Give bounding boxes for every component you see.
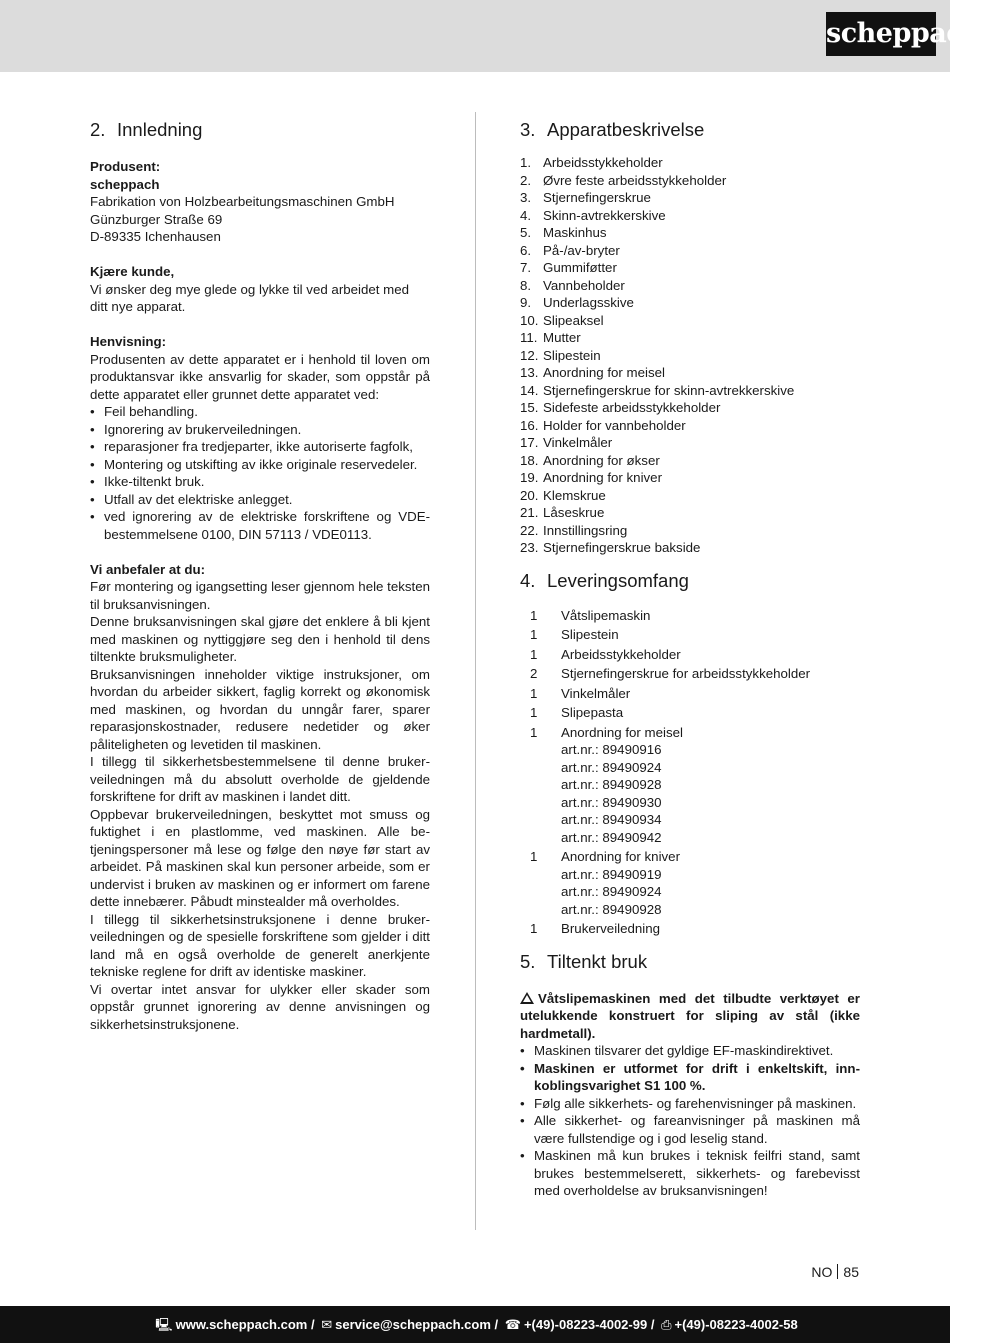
part-number: 1. [520, 155, 532, 170]
manufacturer-line: D-89335 Ichenhausen [90, 229, 221, 244]
section-title: Innledning [117, 119, 203, 140]
part-label: Holder for vannbeholder [543, 417, 686, 433]
scope-quantity: 2 [530, 666, 538, 681]
footer-phone: +(49)-08223-4002-99 [523, 1317, 648, 1332]
article-number: art.nr.: 89490924 [561, 884, 662, 899]
footer-fax: +(49)-08223-4002-58 [674, 1317, 798, 1332]
list-item: • Montering og utskifting av ikke originale reservedeler. [90, 456, 430, 474]
article-number: art.nr.: 89490928 [561, 901, 662, 917]
section-number: 4. [520, 569, 536, 591]
part-label: Anordning for økser [543, 452, 660, 468]
scope-label: Våtslipemaskin [561, 607, 651, 623]
parts-list-item [520, 259, 860, 277]
parts-list-item [520, 487, 860, 505]
list-item: • Maskinen tilsvarer det gyldige EF-maskindirektivet. [520, 1042, 860, 1060]
scope-label: Vinkelmåler [561, 685, 631, 701]
parts-list-item [520, 452, 860, 470]
scope-item [520, 626, 860, 644]
list-item: • ved ignorering av de elektriske forskriftene og VDE-bestemmelsene 0100, DIN 57113 / VDE0113. [90, 508, 430, 543]
scope-quantity: 1 [530, 849, 538, 864]
parts-list-item [520, 294, 860, 312]
parts-list-item [520, 504, 860, 522]
article-number: art.nr.: 89490942 [561, 829, 662, 845]
part-label: Stjernefingerskrue [543, 190, 651, 205]
parts-list-item [520, 277, 860, 295]
part-label: Låseskrue [543, 505, 605, 520]
recommend-label: Vi anbefaler at du: [90, 561, 206, 577]
part-number: 12. [520, 347, 539, 363]
part-number: 16. [520, 417, 539, 433]
parts-list-item [520, 242, 860, 260]
parts-list-item [520, 364, 860, 382]
paragraph: Denne bruksanvisningen skal gjøre det enklere å bli kjent med maskinen og nyttiggjøre seg den i henhold til dens tiltenkte bruksmuligheter. [90, 614, 430, 664]
scope-label: Brukerveiledning [561, 921, 661, 936]
parts-list-item [520, 434, 860, 452]
part-number: 9. [520, 295, 532, 310]
parts-list-item [520, 172, 860, 190]
section-2-heading [90, 118, 430, 142]
parts-list-item [520, 382, 860, 400]
scope-item [520, 848, 860, 866]
scope-quantity: 1 [530, 685, 538, 701]
phone-icon: ☎ [504, 1317, 521, 1332]
notice-block [90, 333, 430, 543]
section-title: Apparatbeskrivelse [547, 119, 705, 140]
parts-list-item [520, 207, 860, 225]
part-number: 8. [520, 277, 532, 293]
scope-item [520, 704, 860, 722]
manufacturer-line: Günzburger Straße 69 [90, 211, 223, 227]
section-4-heading [520, 569, 860, 593]
manufacturer-name: scheppach [90, 176, 160, 192]
article-number: art.nr.: 89490916 [561, 742, 662, 757]
parts-list-item [520, 469, 860, 487]
part-label: Øvre feste arbeidsstykkeholder [543, 172, 727, 188]
part-number: 21. [520, 505, 539, 520]
part-number: 11. [520, 330, 538, 345]
part-number: 19. [520, 470, 539, 485]
footer-web[interactable]: www.scheppach.com [175, 1317, 308, 1332]
part-number: 6. [520, 242, 532, 258]
part-number: 10. [520, 312, 539, 328]
paragraph: I tillegg til sikkerhetsinstruksjonene i denne brukerveiledningen og de spesielle forskriftene som gjelder i ditt land må en også overholde de generelt anerkjente tekniske reglene for drift av identiske maskiner. [90, 911, 430, 979]
part-label: Stjernefingerskrue bakside [543, 540, 701, 555]
paragraph: Før montering og igangsetting leser gjennom hele teksten til bruksanvisningen. [90, 579, 430, 612]
header-bar [0, 0, 981, 72]
scope-label: Anordning for meisel [561, 724, 683, 740]
part-label: Anordning for meisel [543, 365, 665, 380]
greeting-text: Vi ønsker deg mye glede og lykke til ved arbeidet med ditt nye apparat. [90, 281, 410, 314]
scope-quantity: 1 [530, 724, 538, 740]
manufacturer-block [90, 158, 430, 246]
manufacturer-label: Produsent: [90, 159, 161, 174]
footer-bar [0, 1306, 950, 1343]
part-label: Gummiføtter [543, 260, 617, 275]
section-number: 2. [90, 119, 106, 140]
manufacturer-line: Fabrikation von Holzbearbeitungsmaschinen GmbH [90, 194, 395, 209]
part-label: Slipestein [543, 347, 601, 363]
scope-quantity: 1 [530, 607, 538, 623]
scope-item [520, 646, 860, 664]
part-label: Mutter [543, 330, 581, 345]
scope-list [520, 607, 860, 938]
page-lang: NO [811, 1264, 833, 1280]
list-item: • Utfall av det elektriske anlegget. [90, 491, 430, 509]
list-item: • Alle sikkerhet- og fareanvisninger på maskinen må være fullstendige og i god leselig stand. [520, 1112, 860, 1147]
part-label: Vannbeholder [543, 277, 625, 293]
part-number: 23. [520, 540, 539, 555]
notice-text: Produsenten av dette apparatet er i henhold til loven om produktansvar ikke ansvarlig for skader, som oppstår på dette apparatet eller grunnet dette apparatet ved: [90, 351, 430, 402]
scheppach-logo: scheppach [826, 12, 936, 56]
left-column [90, 118, 430, 1033]
part-number: 13. [520, 365, 539, 380]
part-number: 4. [520, 207, 532, 223]
section-5-heading [520, 950, 860, 974]
scope-item [520, 724, 860, 742]
scope-label: Anordning for kniver [561, 849, 680, 864]
list-item: • Maskinen er utformet for drift i enkeltskift, innkoblingsvarighet S1 100 %. [520, 1060, 860, 1095]
notice-label: Henvisning: [90, 334, 167, 349]
section-number: 3. [520, 119, 536, 140]
scope-item [520, 685, 860, 703]
part-label: Stjernefingerskrue for skinn-avtrekkerskive [543, 382, 795, 398]
parts-list-item [520, 329, 860, 347]
scope-label: Slipestein [561, 627, 619, 642]
greeting-label: Kjære kunde, [90, 264, 175, 279]
paragraph: Oppbevar brukerveiledningen, beskyttet mot smuss og fuktighet i en plastlomme, ved maskinen. Alle betjeningspersoner må lese og følge den nøye før start av arbeidet. På maskinen skal kun personer arbeide, som er undervist i bruken av maskinen og er informert om farene dette innebærer. Påbudt minstealder må overholdes. [90, 806, 430, 909]
scope-item [520, 607, 860, 625]
part-label: Maskinhus [543, 225, 607, 240]
parts-list-item [520, 224, 860, 242]
mail-icon: ✉ [321, 1317, 333, 1332]
scope-quantity: 1 [530, 705, 538, 720]
scope-label: Slipepasta [561, 705, 624, 720]
scope-item [520, 665, 860, 683]
part-number: 2. [520, 172, 532, 188]
article-number: art.nr.: 89490919 [561, 866, 662, 882]
paragraph: Vi overtar intet ansvar for ulykker eller skader som oppstår grunnet ignorering av denne anvisningen og sikkerhetsinstruksjonene. [90, 981, 430, 1032]
parts-list-item [520, 154, 860, 172]
parts-list-item [520, 522, 860, 540]
computer-icon: 🖳 [155, 1317, 173, 1332]
parts-list-item [520, 539, 860, 557]
part-label: På-/av-bryter [543, 242, 620, 258]
list-item: • Ignorering av brukerveiledningen. [90, 421, 430, 439]
scope-item [520, 920, 860, 938]
list-item: • Følg alle sikkerhets- og farehenvisninger på maskinen. [520, 1095, 860, 1113]
parts-list-item [520, 399, 860, 417]
part-label: Arbeidsstykkeholder [543, 155, 663, 170]
footer-separator: / [494, 1317, 499, 1332]
part-number: 5. [520, 225, 532, 240]
part-label: Sidefeste arbeidsstykkeholder [543, 400, 721, 415]
section-number: 5. [520, 950, 536, 972]
scope-quantity: 1 [530, 921, 538, 936]
part-label: Skinn-avtrekkerskive [543, 207, 666, 223]
list-item: • reparasjoner fra tredjeparter, ikke autoriserte fagfolk, [90, 438, 430, 456]
footer-email[interactable]: service@scheppach.com [335, 1317, 491, 1332]
part-number: 15. [520, 400, 539, 415]
article-number: art.nr.: 89490924 [561, 759, 662, 775]
article-number: art.nr.: 89490928 [561, 777, 662, 792]
section-title: Leveringsomfang [547, 569, 689, 591]
intended-warning-text: Våtslipemaskinen med det tilbudte verktøyet er utelukkende konstruert for sliping av stål (ikke hardmetall). [520, 990, 860, 1041]
part-label: Vinkelmåler [543, 435, 613, 450]
section-3-heading [520, 118, 860, 142]
part-label: Slipeaksel [543, 312, 604, 328]
column-divider [475, 112, 476, 1230]
greeting-block [90, 263, 430, 316]
part-number: 7. [520, 260, 532, 275]
article-number-group [520, 866, 860, 919]
article-number: art.nr.: 89490934 [561, 812, 662, 827]
paragraph: I tillegg til sikkerhetsbestemmelsene til denne brukerveiledningen må du absolutt overholde de gjeldende forskriftene for drift av maskinen i landet ditt. [90, 754, 430, 804]
part-label: Innstillingsring [543, 522, 628, 538]
footer-separator: / [310, 1317, 315, 1332]
right-column [520, 118, 860, 1200]
list-item: • Ikke-tiltenkt bruk. [90, 473, 430, 491]
part-number: 3. [520, 190, 532, 205]
scope-label: Stjernefingerskrue for arbeidsstykkeholder [561, 666, 811, 681]
page-number-separator [837, 1264, 838, 1279]
parts-list-item [520, 347, 860, 365]
scope-quantity: 1 [530, 627, 538, 642]
page-number-value: 85 [843, 1264, 859, 1280]
part-number: 18. [520, 452, 539, 468]
parts-list-item [520, 417, 860, 435]
part-number: 22. [520, 522, 539, 538]
scope-quantity: 1 [530, 646, 538, 662]
notice-list [90, 403, 430, 543]
intended-list [520, 1042, 860, 1200]
part-label: Anordning for kniver [543, 470, 662, 485]
list-item: • Feil behandling. [90, 403, 430, 421]
warning-icon [520, 992, 534, 1004]
page-number [811, 1264, 859, 1280]
parts-list [520, 154, 860, 557]
part-number: 20. [520, 487, 539, 503]
intended-warning [520, 990, 860, 1043]
part-number: 14. [520, 382, 539, 398]
parts-list-item [520, 312, 860, 330]
part-label: Klemskrue [543, 487, 606, 503]
part-label: Underlagsskive [543, 295, 634, 310]
scope-label: Arbeidsstykkeholder [561, 646, 681, 662]
part-number: 17. [520, 435, 539, 450]
section-title: Tiltenkt bruk [547, 950, 648, 972]
fax-icon: ⎙ [661, 1317, 672, 1332]
parts-list-item [520, 189, 860, 207]
paragraph: Bruksanvisningen inneholder viktige instruksjoner, om hvordan du arbeider sikkert, faglig korrekt og økonomisk med maskinen, og hvordan du unngår farer, sparer reparasjonskostnader, redusere nedetider og øker påliteligheten og levetiden til maskinen. [90, 666, 430, 752]
article-number-group [520, 741, 860, 846]
article-number: art.nr.: 89490930 [561, 794, 662, 810]
footer-separator: / [650, 1317, 655, 1332]
recommend-block [90, 561, 430, 1034]
list-item: • Maskinen må kun brukes i teknisk feilfri stand, samt brukes bestemmelserett, sikkerhets- og farebevisst med overholdelse av bruksanvisningen! [520, 1147, 860, 1200]
